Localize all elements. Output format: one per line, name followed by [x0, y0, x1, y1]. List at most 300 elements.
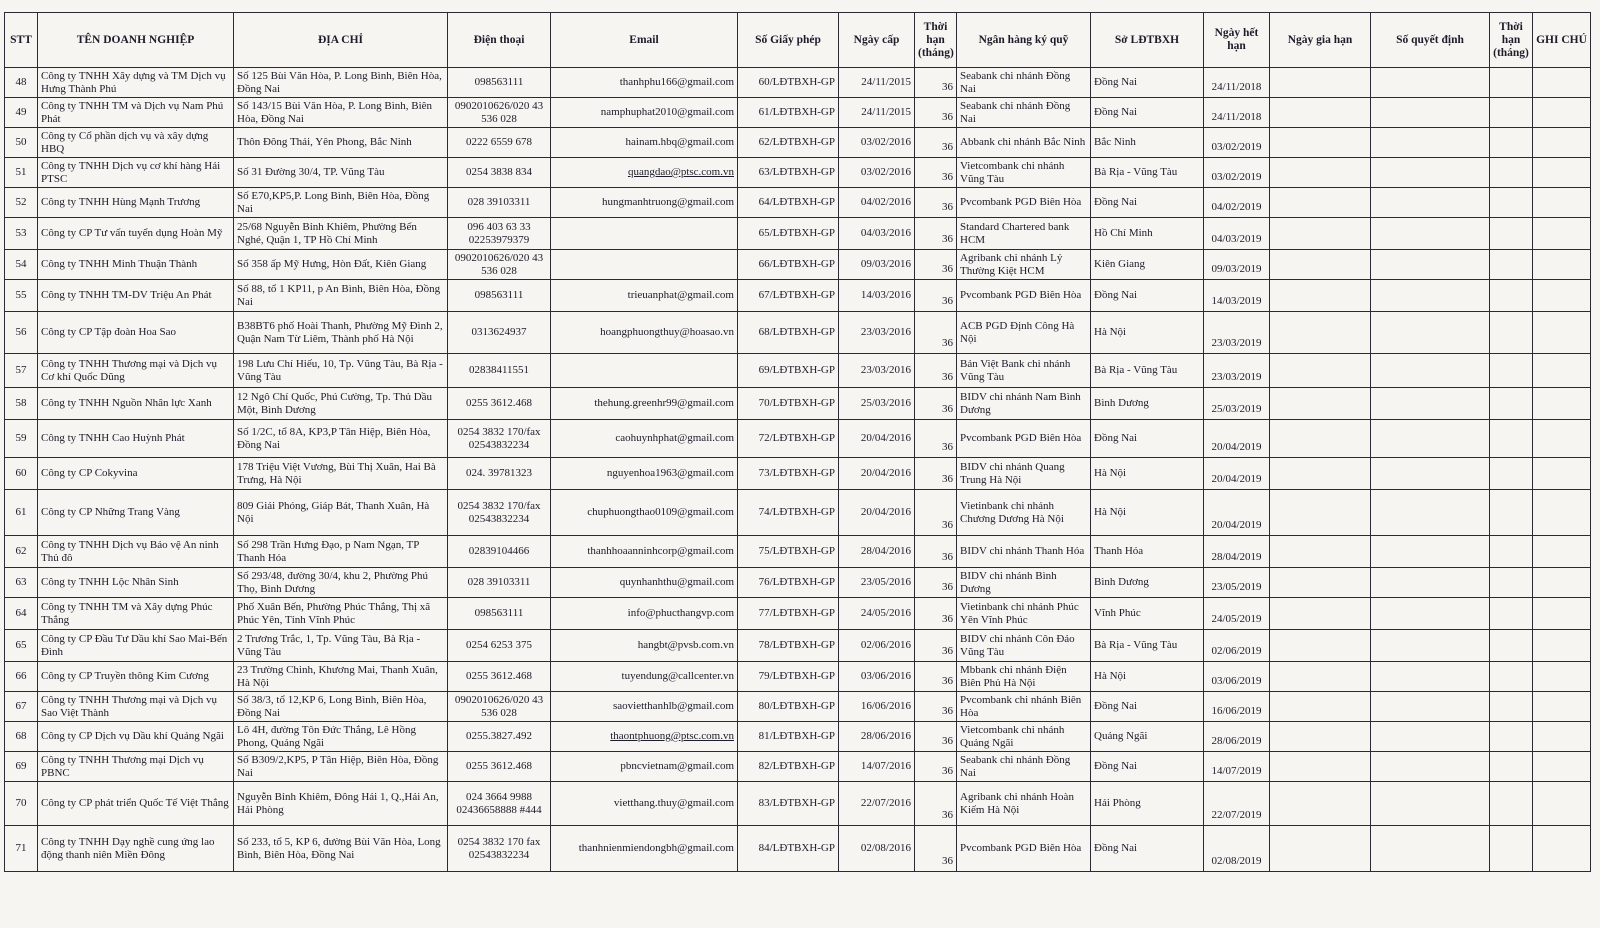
- deposit-bank-cell: [957, 250, 1091, 280]
- table-row: [5, 568, 1591, 598]
- phone-cell: [448, 826, 551, 872]
- email-cell-text: namphuphat2010@gmail.com: [600, 106, 734, 118]
- row-number-text: 53: [15, 227, 27, 239]
- license-number-cell: [738, 68, 839, 98]
- expiry-date-cell-text: 03/02/2019: [1211, 141, 1262, 153]
- address-cell-text: Số 298 Trần Hưng Đạo, p Nam Ngạn, TP Thanh Hóa: [237, 538, 419, 564]
- phone-cell-text: 028 39103311: [467, 576, 531, 588]
- issue-date-cell: [839, 490, 915, 536]
- license-number-cell: [738, 354, 839, 388]
- email-cell-text: tuyendung@callcenter.vn: [621, 670, 734, 682]
- notes-cell: [1533, 250, 1591, 280]
- license-number-cell: [738, 568, 839, 598]
- extension-term-cell: [1490, 536, 1533, 568]
- notes-cell: [1533, 630, 1591, 662]
- extension-term-cell: [1490, 158, 1533, 188]
- email-cell: [551, 752, 738, 782]
- table-row: [5, 98, 1591, 128]
- deposit-bank-cell: [957, 420, 1091, 458]
- phone-cell-text: 0902010626/020 43 536 028: [454, 693, 544, 719]
- deposit-bank-cell-text: Seabank chi nhánh Đồng Nai: [960, 753, 1071, 779]
- license-number-cell-text: 79/LĐTBXH-GP: [758, 670, 835, 682]
- row-number: [5, 598, 38, 630]
- email-cell: [551, 630, 738, 662]
- phone-cell-text: 098563111: [474, 607, 524, 619]
- issue-date-cell: [839, 250, 915, 280]
- row-number: [5, 490, 38, 536]
- license-number-cell-text: 64/LĐTBXH-GP: [758, 196, 835, 208]
- enterprise-license-table: [4, 12, 1591, 872]
- term-months-cell-text: 36: [942, 809, 953, 821]
- email-cell-text: info@phucthangvp.com: [627, 607, 734, 619]
- address-cell-text: Số 358 ấp Mỹ Hưng, Hòn Đất, Kiên Giang: [237, 258, 427, 270]
- license-number-cell-text: 83/LĐTBXH-GP: [758, 797, 835, 809]
- email-cell: [551, 250, 738, 280]
- company-name-cell-text: Công ty CP Tư vấn tuyển dụng Hoàn Mỹ: [41, 227, 223, 239]
- expiry-date-cell-text: 28/06/2019: [1211, 735, 1262, 747]
- address-cell: [234, 188, 448, 218]
- labour-dept-cell-text: Bà Rịa - Vũng Tàu: [1094, 364, 1178, 376]
- term-months-cell: [915, 354, 957, 388]
- email-cell-text: caohuynhphat@gmail.com: [615, 432, 734, 444]
- extension-date-cell: [1270, 752, 1371, 782]
- license-number-cell: [738, 782, 839, 826]
- address-cell: [234, 782, 448, 826]
- issue-date-cell: [839, 354, 915, 388]
- row-number-text: 51: [15, 166, 27, 178]
- labour-dept-cell: [1091, 68, 1204, 98]
- phone-cell-text: 0902010626/020 43 536 028: [454, 251, 544, 277]
- deposit-bank-cell-text: Vietinbank chi nhánh Phúc Yên Vĩnh Phúc: [960, 600, 1079, 626]
- phone-cell-text: 0254 3838 834: [466, 166, 532, 178]
- company-name-cell: [38, 218, 234, 250]
- labour-dept-cell: [1091, 826, 1204, 872]
- company-name-cell: [38, 158, 234, 188]
- labour-dept-cell: [1091, 568, 1204, 598]
- notes-cell: [1533, 280, 1591, 312]
- extension-date-cell: [1270, 188, 1371, 218]
- phone-cell: [448, 662, 551, 692]
- col-header-company-name: TÊN DOANH NGHIỆP: [38, 13, 234, 68]
- term-months-cell-text: 36: [942, 551, 953, 563]
- notes-cell: [1533, 188, 1591, 218]
- license-number-cell-text: 68/LĐTBXH-GP: [758, 326, 835, 338]
- company-name-cell-text: Công ty CP Cokyvina: [41, 467, 138, 479]
- address-cell-text: 23 Trường Chinh, Khương Mai, Thanh Xuân, Hà Nội: [237, 663, 438, 689]
- company-name-cell-text: Công ty TNHH Nguồn Nhân lực Xanh: [41, 397, 212, 409]
- company-name-cell: [38, 598, 234, 630]
- issue-date-cell-text: 14/07/2016: [860, 760, 911, 772]
- address-cell: [234, 98, 448, 128]
- row-number: [5, 128, 38, 158]
- expiry-date-cell-text: 20/04/2019: [1211, 519, 1262, 531]
- email-cell-text: thanhhoaanninhcorp@gmail.com: [587, 545, 734, 557]
- labour-dept-cell-text: Đồng Nai: [1094, 760, 1138, 772]
- notes-cell: [1533, 692, 1591, 722]
- email-cell-text: nguyenhoa1963@gmail.com: [606, 467, 734, 479]
- address-cell: [234, 312, 448, 354]
- extension-date-cell: [1270, 280, 1371, 312]
- email-cell-text: thanhnienmiendongbh@gmail.com: [578, 842, 734, 854]
- decision-number-cell: [1371, 250, 1490, 280]
- row-number-text: 56: [15, 326, 27, 338]
- expiry-date-cell: [1204, 782, 1270, 826]
- address-cell-text: Thôn Đông Thái, Yên Phong, Bắc Ninh: [237, 136, 412, 148]
- phone-cell: [448, 218, 551, 250]
- labour-dept-cell: [1091, 490, 1204, 536]
- extension-date-cell: [1270, 250, 1371, 280]
- notes-cell: [1533, 68, 1591, 98]
- email-cell: [551, 68, 738, 98]
- company-name-cell-text: Công ty TNHH Lộc Nhân Sinh: [41, 576, 179, 588]
- phone-cell-text: 0254 6253 375: [466, 639, 532, 651]
- term-months-cell-text: 36: [942, 263, 953, 275]
- extension-term-cell: [1490, 782, 1533, 826]
- address-cell-text: Lô 4H, đường Tôn Đức Thắng, Lê Hồng Phong, Quảng Ngãi: [237, 723, 416, 749]
- col-header-deposit-bank: Ngân hàng ký quỹ: [957, 13, 1091, 68]
- row-number: [5, 250, 38, 280]
- expiry-date-cell: [1204, 354, 1270, 388]
- license-number-cell: [738, 218, 839, 250]
- email-cell-text: thaontphuong@ptsc.com.vn: [610, 730, 734, 742]
- extension-term-cell: [1490, 662, 1533, 692]
- row-number: [5, 68, 38, 98]
- term-months-cell: [915, 158, 957, 188]
- term-months-cell: [915, 598, 957, 630]
- issue-date-cell-text: 03/06/2016: [860, 670, 911, 682]
- issue-date-cell: [839, 188, 915, 218]
- phone-cell-text: 0255 3612.468: [466, 670, 532, 682]
- issue-date-cell-text: 28/04/2016: [860, 545, 911, 557]
- table-row: [5, 420, 1591, 458]
- phone-cell: [448, 458, 551, 490]
- row-number: [5, 158, 38, 188]
- expiry-date-cell: [1204, 68, 1270, 98]
- row-number: [5, 536, 38, 568]
- deposit-bank-cell-text: Pvcombank PGD Biên Hòa: [960, 196, 1082, 208]
- decision-number-cell: [1371, 68, 1490, 98]
- decision-number-cell: [1371, 662, 1490, 692]
- notes-cell: [1533, 354, 1591, 388]
- extension-date-cell: [1270, 218, 1371, 250]
- email-cell-text: quynhanhthu@gmail.com: [619, 576, 734, 588]
- issue-date-cell: [839, 782, 915, 826]
- table-row: [5, 630, 1591, 662]
- expiry-date-cell-text: 14/03/2019: [1211, 295, 1262, 307]
- extension-term-cell: [1490, 722, 1533, 752]
- license-number-cell-text: 70/LĐTBXH-GP: [758, 397, 835, 409]
- address-cell-text: Số 1/2C, tổ 8A, KP3,P Tân Hiệp, Biên Hòa, Đồng Nai: [237, 425, 431, 451]
- email-cell-text: hungmanhtruong@gmail.com: [601, 196, 734, 208]
- extension-term-cell: [1490, 98, 1533, 128]
- company-name-cell-text: Công ty CP Những Trang Vàng: [41, 506, 180, 518]
- row-number-text: 54: [15, 258, 27, 270]
- col-header-extension-date: Ngày gia hạn: [1270, 13, 1371, 68]
- issue-date-cell-text: 24/11/2015: [861, 106, 911, 118]
- company-name-cell-text: Công ty TNHH Thương mại Dịch vụ PBNC: [41, 753, 204, 779]
- labour-dept-cell-text: Hà Nội: [1094, 506, 1127, 518]
- labour-dept-cell-text: Bà Rịa - Vũng Tàu: [1094, 639, 1178, 651]
- issue-date-cell: [839, 598, 915, 630]
- row-number: [5, 568, 38, 598]
- address-cell: [234, 158, 448, 188]
- notes-cell: [1533, 458, 1591, 490]
- company-name-cell-text: Công ty TNHH Minh Thuận Thành: [41, 258, 198, 270]
- labour-dept-cell: [1091, 458, 1204, 490]
- address-cell: [234, 630, 448, 662]
- company-name-cell-text: Công ty TNHH Xây dựng và TM Dịch vụ Hưng Thành Phú: [41, 69, 226, 95]
- license-number-cell: [738, 692, 839, 722]
- decision-number-cell: [1371, 420, 1490, 458]
- row-number: [5, 280, 38, 312]
- issue-date-cell: [839, 722, 915, 752]
- license-number-cell-text: 84/LĐTBXH-GP: [758, 842, 835, 854]
- decision-number-cell: [1371, 692, 1490, 722]
- extension-term-cell: [1490, 826, 1533, 872]
- extension-date-cell: [1270, 490, 1371, 536]
- expiry-date-cell-text: 02/06/2019: [1211, 645, 1262, 657]
- phone-cell-text: 0313624937: [471, 326, 527, 338]
- term-months-cell: [915, 722, 957, 752]
- extension-date-cell: [1270, 68, 1371, 98]
- term-months-cell-text: 36: [942, 371, 953, 383]
- labour-dept-cell: [1091, 722, 1204, 752]
- table-row: [5, 188, 1591, 218]
- company-name-cell: [38, 458, 234, 490]
- table-row: [5, 280, 1591, 312]
- license-number-cell: [738, 188, 839, 218]
- term-months-cell-text: 36: [942, 613, 953, 625]
- notes-cell: [1533, 662, 1591, 692]
- expiry-date-cell: [1204, 158, 1270, 188]
- row-number: [5, 458, 38, 490]
- row-number: [5, 188, 38, 218]
- deposit-bank-cell-text: Pvcombank PGD Biên Hòa: [960, 842, 1082, 854]
- company-name-cell-text: Công ty CP Dịch vụ Dầu khí Quảng Ngãi: [41, 730, 224, 742]
- decision-number-cell: [1371, 280, 1490, 312]
- labour-dept-cell-text: Đồng Nai: [1094, 76, 1138, 88]
- extension-date-cell: [1270, 128, 1371, 158]
- expiry-date-cell: [1204, 722, 1270, 752]
- address-cell-text: Số B309/2,KP5, P Tân Hiệp, Biên Hòa, Đồng Nai: [237, 753, 439, 779]
- extension-term-cell: [1490, 752, 1533, 782]
- row-number-text: 55: [15, 289, 27, 301]
- license-number-cell: [738, 312, 839, 354]
- term-months-cell-text: 36: [942, 855, 953, 867]
- address-cell: [234, 722, 448, 752]
- row-number: [5, 98, 38, 128]
- phone-cell-text: 0254 3832 170 fax 02543832234: [457, 835, 541, 861]
- row-number: [5, 782, 38, 826]
- license-number-cell: [738, 420, 839, 458]
- address-cell: [234, 280, 448, 312]
- company-name-cell-text: Công ty CP phát triển Quốc Tế Việt Thắng: [41, 797, 229, 809]
- company-name-cell-text: Công ty CP Truyền thông Kim Cương: [41, 670, 209, 682]
- labour-dept-cell: [1091, 158, 1204, 188]
- deposit-bank-cell: [957, 782, 1091, 826]
- address-cell: [234, 568, 448, 598]
- labour-dept-cell: [1091, 388, 1204, 420]
- term-months-cell: [915, 218, 957, 250]
- extension-term-cell: [1490, 598, 1533, 630]
- decision-number-cell: [1371, 354, 1490, 388]
- decision-number-cell: [1371, 98, 1490, 128]
- deposit-bank-cell-text: BIDV chi nhánh Côn Đảo Vũng Tàu: [960, 632, 1075, 658]
- col-header-decision-no: Số quyết định: [1371, 13, 1490, 68]
- issue-date-cell: [839, 312, 915, 354]
- term-months-cell-text: 36: [942, 441, 953, 453]
- extension-date-cell: [1270, 692, 1371, 722]
- license-number-cell: [738, 826, 839, 872]
- labour-dept-cell-text: Bình Dương: [1094, 576, 1149, 588]
- expiry-date-cell-text: 23/05/2019: [1211, 581, 1262, 593]
- row-number: [5, 692, 38, 722]
- extension-date-cell: [1270, 354, 1371, 388]
- company-name-cell: [38, 692, 234, 722]
- license-number-cell: [738, 280, 839, 312]
- term-months-cell: [915, 826, 957, 872]
- license-number-cell: [738, 490, 839, 536]
- address-cell-text: Nguyễn Bỉnh Khiêm, Đông Hải 1, Q.,Hải An, Hải Phòng: [237, 790, 439, 816]
- phone-cell: [448, 782, 551, 826]
- address-cell-text: Phố Xuân Bến, Phường Phúc Thắng, Thị xã Phúc Yên, Tỉnh Vĩnh Phúc: [237, 600, 431, 626]
- address-cell-text: Số 88, tổ 1 KP11, p An Bình, Biên Hòa, Đồng Nai: [237, 282, 441, 308]
- row-number-text: 59: [15, 432, 27, 444]
- issue-date-cell-text: 09/03/2016: [860, 258, 911, 270]
- labour-dept-cell: [1091, 280, 1204, 312]
- labour-dept-cell: [1091, 752, 1204, 782]
- notes-cell: [1533, 826, 1591, 872]
- deposit-bank-cell-text: Pvcombank chi nhánh Biên Hòa: [960, 693, 1082, 719]
- term-months-cell: [915, 68, 957, 98]
- term-months-cell: [915, 388, 957, 420]
- issue-date-cell: [839, 692, 915, 722]
- extension-term-cell: [1490, 218, 1533, 250]
- issue-date-cell-text: 02/06/2016: [860, 639, 911, 651]
- phone-cell-text: 0255 3612.468: [466, 397, 532, 409]
- expiry-date-cell-text: 04/03/2019: [1211, 233, 1262, 245]
- labour-dept-cell-text: Hải Phòng: [1094, 797, 1141, 809]
- expiry-date-cell-text: 23/03/2019: [1211, 337, 1262, 349]
- phone-cell: [448, 598, 551, 630]
- term-months-cell: [915, 630, 957, 662]
- company-name-cell: [38, 722, 234, 752]
- extension-term-cell: [1490, 68, 1533, 98]
- deposit-bank-cell-text: ACB PGD Định Công Hà Nội: [960, 319, 1075, 345]
- term-months-cell-text: 36: [942, 111, 953, 123]
- table-row: [5, 458, 1591, 490]
- address-cell-text: 178 Triệu Việt Vương, Bùi Thị Xuân, Hai Bà Trưng, Hà Nội: [237, 460, 436, 486]
- table-row: [5, 692, 1591, 722]
- decision-number-cell: [1371, 722, 1490, 752]
- issue-date-cell-text: 20/04/2016: [860, 506, 911, 518]
- phone-cell: [448, 630, 551, 662]
- email-cell-text: quangdao@ptsc.com.vn: [627, 166, 734, 178]
- address-cell: [234, 598, 448, 630]
- email-cell: [551, 722, 738, 752]
- term-months-cell-text: 36: [942, 473, 953, 485]
- deposit-bank-cell: [957, 458, 1091, 490]
- row-number: [5, 752, 38, 782]
- license-number-cell: [738, 536, 839, 568]
- labour-dept-cell: [1091, 98, 1204, 128]
- term-months-cell-text: 36: [942, 765, 953, 777]
- col-header-license-no: Số Giấy phép: [738, 13, 839, 68]
- company-name-cell: [38, 490, 234, 536]
- company-name-cell: [38, 752, 234, 782]
- row-number-text: 58: [15, 397, 27, 409]
- expiry-date-cell: [1204, 280, 1270, 312]
- phone-cell: [448, 420, 551, 458]
- license-number-cell: [738, 458, 839, 490]
- issue-date-cell: [839, 458, 915, 490]
- extension-date-cell: [1270, 458, 1371, 490]
- decision-number-cell: [1371, 568, 1490, 598]
- extension-date-cell: [1270, 826, 1371, 872]
- term-months-cell-text: 36: [942, 581, 953, 593]
- labour-dept-cell-text: Hồ Chí Minh: [1094, 227, 1153, 239]
- row-number-text: 49: [15, 106, 27, 118]
- expiry-date-cell: [1204, 98, 1270, 128]
- row-number: [5, 662, 38, 692]
- col-header-expiry-date: Ngày hết hạn: [1204, 13, 1270, 68]
- expiry-date-cell-text: 24/11/2018: [1211, 81, 1262, 93]
- deposit-bank-cell: [957, 598, 1091, 630]
- email-cell-text: vietthang.thuy@gmail.com: [613, 797, 734, 809]
- deposit-bank-cell-text: Vietcombank chi nhánh Quảng Ngãi: [960, 723, 1065, 749]
- term-months-cell-text: 36: [942, 403, 953, 415]
- decision-number-cell: [1371, 312, 1490, 354]
- company-name-cell: [38, 420, 234, 458]
- labour-dept-cell: [1091, 128, 1204, 158]
- labour-dept-cell: [1091, 354, 1204, 388]
- expiry-date-cell: [1204, 630, 1270, 662]
- email-cell-text: hoangphuongthuy@hoasao.vn: [600, 326, 734, 338]
- company-name-cell: [38, 354, 234, 388]
- issue-date-cell: [839, 68, 915, 98]
- table-row: [5, 782, 1591, 826]
- notes-cell: [1533, 420, 1591, 458]
- col-header-term-months: Thời hạn (tháng): [915, 13, 957, 68]
- expiry-date-cell: [1204, 568, 1270, 598]
- term-months-cell-text: 36: [942, 705, 953, 717]
- row-number: [5, 218, 38, 250]
- extension-date-cell: [1270, 598, 1371, 630]
- notes-cell: [1533, 98, 1591, 128]
- term-months-cell-text: 36: [942, 735, 953, 747]
- deposit-bank-cell-text: Abbank chi nhánh Bắc Ninh: [960, 136, 1086, 148]
- expiry-date-cell-text: 16/06/2019: [1211, 705, 1262, 717]
- deposit-bank-cell-text: Vietcombank chi nhánh Vũng Tàu: [960, 159, 1065, 185]
- notes-cell: [1533, 782, 1591, 826]
- expiry-date-cell-text: 24/05/2019: [1211, 613, 1262, 625]
- company-name-cell-text: Công ty Cổ phần dịch vụ và xây dựng HBQ: [41, 129, 209, 155]
- extension-term-cell: [1490, 388, 1533, 420]
- col-header-address: ĐỊA CHỈ: [234, 13, 448, 68]
- phone-cell-text: 0255.3827.492: [466, 730, 532, 742]
- license-number-cell-text: 82/LĐTBXH-GP: [758, 760, 835, 772]
- expiry-date-cell-text: 04/02/2019: [1211, 201, 1262, 213]
- term-months-cell-text: 36: [942, 233, 953, 245]
- license-number-cell-text: 69/LĐTBXH-GP: [758, 364, 835, 376]
- address-cell: [234, 420, 448, 458]
- phone-cell-text: 0254 3832 170/fax 02543832234: [457, 499, 541, 525]
- labour-dept-cell-text: Bắc Ninh: [1094, 136, 1136, 148]
- license-number-cell: [738, 598, 839, 630]
- issue-date-cell: [839, 536, 915, 568]
- email-cell: [551, 568, 738, 598]
- issue-date-cell: [839, 218, 915, 250]
